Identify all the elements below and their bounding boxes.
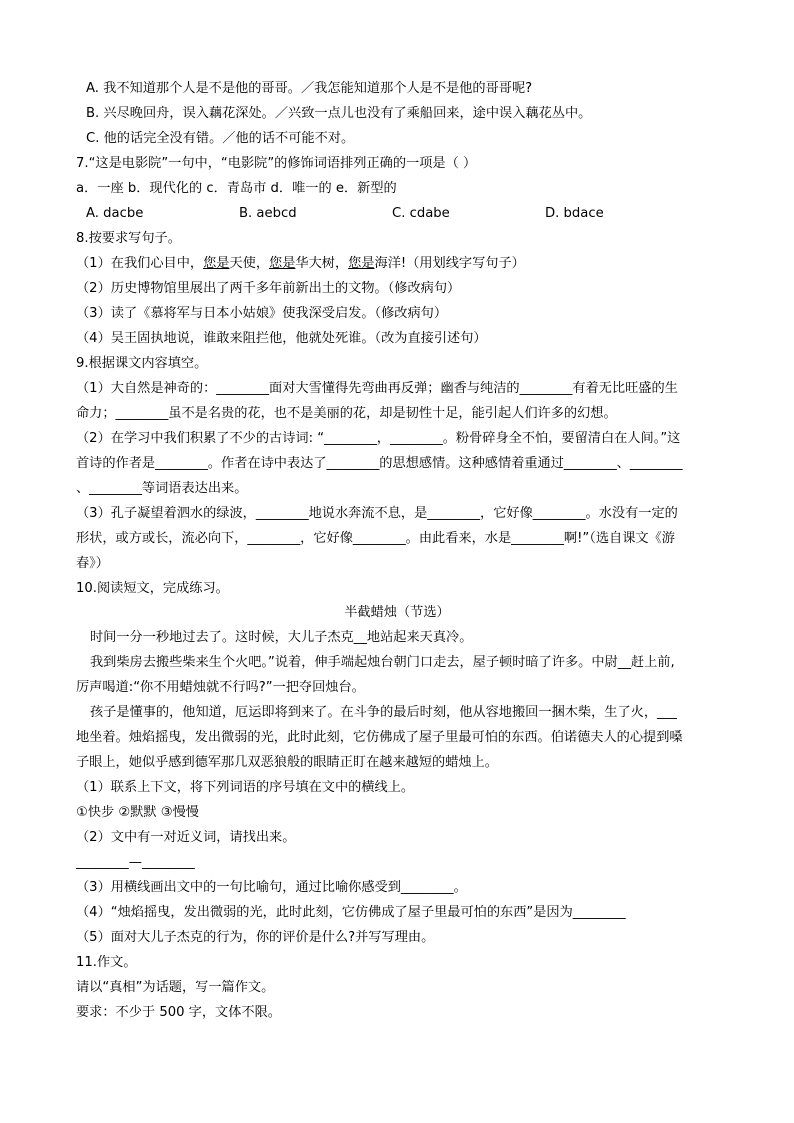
passage-title: 半截蜡烛（节选）: [344, 605, 450, 620]
q10-sub-5: （5）面对大儿子杰克的行为，你的评价是什么?并写写理由。: [76, 930, 435, 945]
q9-line-8: 春》）: [76, 556, 109, 571]
q9-line-2: 命力；________虽不是名贵的花，也不是美丽的花，却是韧性十足，能引起人们许多的幻想。: [76, 406, 617, 421]
q10-word-options: ①快步 ②默默 ③慢慢: [76, 805, 199, 820]
q6-option-a: A. 我不知道那个人是不是他的哥哥。／我怎能知道那个人是不是他的哥哥呢?: [86, 81, 533, 96]
question-9: 9.根据课文内容填空。: [76, 356, 208, 371]
q9-line-7: 形状，或方或长，流必向下，________，它好像________。由此看来，水是________啊!”（选自课文《游: [76, 531, 675, 546]
passage-para-3-line-3: 子眼上，她似乎感到德军那几双恶狼般的眼睛正盯在越来越短的蜡烛上。: [76, 755, 498, 770]
q9-line-6: （3）孔子凝望着泗水的绿波，________地说水奔流不息，是________，它好像________。水没有一定的: [76, 506, 678, 521]
q7-option-b: B. aebcd: [239, 206, 297, 221]
q6-option-b: B. 兴尽晚回舟，误入藕花深处。／兴致一点儿也没有了乘船回来，途中误入藕花丛中。: [86, 106, 592, 121]
q7-option-d: D. bdace: [545, 206, 604, 221]
q9-line-3: （2）在学习中我们积累了不少的古诗词: “________，________。粉骨碎身全不怕，要留清白在人间。”这: [76, 431, 681, 446]
q9-line-4: 首诗的作者是________。作者在诗中表达了________的思想感情。这种感情着重通过________、________: [76, 456, 683, 471]
passage-para-2-line-1: 我到柴房去搬些柴来生个火吧。”说着，伸手端起烛台朝门口走去，屋子顿时暗了许多。中尉__赶上前,: [90, 655, 675, 670]
q10-sub-1: （1）联系上下文，将下列词语的序号填在文中的横线上。: [76, 780, 415, 795]
q8-item-1: （1）在我们心目中，您是天使，您是华大树，您是海洋!（用划线字写句子）: [76, 256, 525, 271]
passage-para-3-line-2: 地坐着。烛焰摇曳，发出微弱的光，此时此刻，它仿佛成了屋子里最可怕的东西。伯诺德夫人的心提到嗓: [76, 730, 683, 745]
q8-item-3: （3）读了《慕将军与日本小姑娘》使我深受启发。（修改病句）: [76, 306, 448, 321]
question-10: 10.阅读短文，完成练习。: [76, 581, 229, 596]
passage-para-3-line-1: 孩子是懂事的，他知道，厄运即将到来了。在斗争的最后时刻，他从容地搬回一捆木柴，生了火，___: [90, 705, 677, 720]
passage-para-2-line-2: 厉声喝道:“你不用蜡烛就不行吗?”一把夺回烛台。: [76, 680, 365, 695]
q9-line-5: 、________等词语表达出来。: [76, 481, 248, 496]
question-8: 8.按要求写句子。: [76, 231, 181, 246]
q6-option-c: C. 他的话完全没有错。／他的话不可能不对。: [86, 131, 355, 146]
q8-item-2: （2）历史博物馆里展出了两千多年前新出土的文物。（修改病句）: [76, 281, 461, 296]
essay-topic: 请以“真相”为话题，写一篇作文。: [76, 980, 275, 995]
question-11: 11.作文。: [76, 955, 137, 970]
q10-sub-4: （4）“烛焰摇曳，发出微弱的光，此时此刻，它仿佛成了屋子里最可怕的东西”是因为________: [76, 905, 626, 920]
passage-para-1: 时间一分一秒地过去了。这时候，大儿子杰克__地站起来天真冷。: [90, 630, 473, 645]
q10-sub-3: （3）用横线画出文中的一句比喻句，通过比喻你感受到________。: [76, 880, 467, 895]
essay-requirements: 要求：不少于 500 字，文体不限。: [76, 1005, 281, 1020]
question-7: 7.“这是电影院”一句中，“电影院”的修饰词语排列正确的一项是（ ）: [76, 156, 477, 171]
q10-sub-2-blank: ________—________: [76, 855, 195, 870]
q7-option-a: A. dacbe: [86, 206, 144, 221]
q7-items: a．一座 b．现代化的 c．青岛市 d．唯一的 e．新型的: [76, 181, 397, 196]
q7-option-c: C. cdabe: [392, 206, 450, 221]
q10-sub-2: （2）文中有一对近义词，请找出来。: [76, 830, 296, 845]
q8-item-4: （4）吴王固执地说，谁敢来阻拦他，他就处死谁。（改为直接引述句）: [76, 331, 487, 346]
q9-line-1: （1）大自然是神奇的：________面对大雪懂得先弯曲再反弹；幽香与纯洁的________有着无比旺盛的生: [76, 381, 678, 396]
